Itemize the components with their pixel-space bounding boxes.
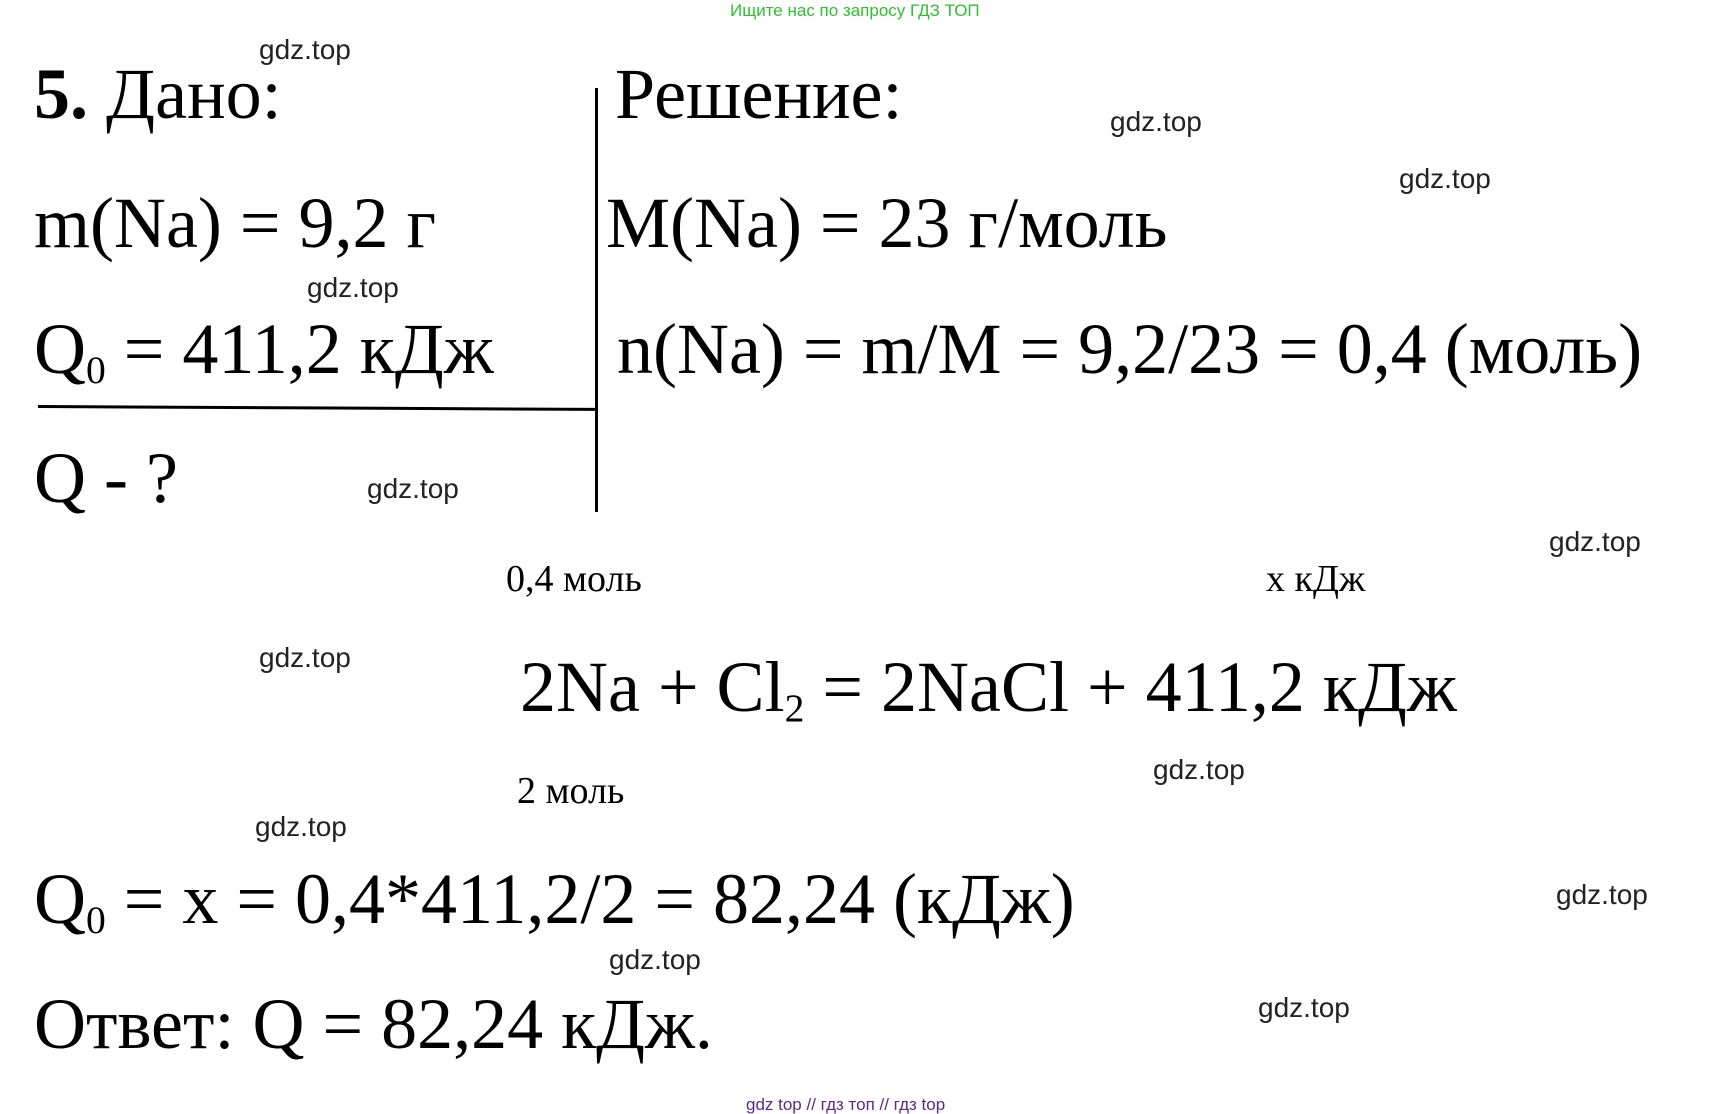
watermark: gdz.top	[1549, 526, 1641, 557]
heat-calc-value: = x = 0,4*411,2/2 = 82,24 (кДж)	[105, 859, 1075, 939]
given-header	[34, 54, 282, 134]
watermark: gdz.top	[367, 473, 459, 504]
watermark: gdz.top	[1399, 163, 1491, 194]
vertical-divider	[595, 88, 598, 512]
equation-above-q: x кДж	[1266, 558, 1366, 600]
watermark: gdz.top	[1153, 754, 1245, 785]
given-title: Дано:	[106, 54, 282, 134]
heat-calc-subscript: 0	[86, 897, 106, 942]
given-q0	[34, 309, 494, 392]
equation-left: 2Na + Cl	[520, 647, 785, 727]
equation-right: = 2NaCl + 411,2 кДж	[804, 647, 1457, 727]
given-q0-value: = 411,2 кДж	[105, 309, 494, 389]
equation-subscript: 2	[784, 685, 805, 730]
watermark: gdz.top	[1258, 992, 1350, 1023]
given-q0-symbol: Q	[34, 309, 86, 389]
top-banner: Ищите нас по запросу ГДЗ ТОП	[730, 1, 980, 20]
watermark: gdz.top	[259, 34, 351, 65]
heat-calc	[34, 859, 1075, 942]
given-q0-subscript: 0	[86, 347, 106, 392]
given-mass: m(Na) = 9,2 г	[34, 183, 437, 263]
find-quantity: Q - ?	[34, 438, 178, 518]
watermark: gdz.top	[255, 811, 347, 842]
watermark: gdz.top	[259, 642, 351, 673]
bottom-banner: gdz top // гдз топ // гдз top	[746, 1095, 946, 1114]
problem-number: 5.	[34, 54, 88, 134]
solution-title: Решение:	[615, 54, 903, 134]
answer: Ответ: Q = 82,24 кДж.	[34, 984, 713, 1064]
watermark: gdz.top	[1556, 879, 1648, 910]
amount-calc: n(Na) = m/M = 9,2/23 = 0,4 (моль)	[617, 309, 1643, 389]
equation-below-na: 2 моль	[517, 770, 625, 812]
given-divider	[38, 405, 595, 411]
watermark: gdz.top	[307, 272, 399, 303]
reaction-equation	[520, 647, 1457, 730]
watermark: gdz.top	[1110, 106, 1202, 137]
heat-calc-symbol: Q	[34, 859, 86, 939]
molar-mass: M(Na) = 23 г/моль	[606, 183, 1168, 263]
equation-above-na: 0,4 моль	[506, 558, 642, 600]
watermark: gdz.top	[609, 944, 701, 975]
